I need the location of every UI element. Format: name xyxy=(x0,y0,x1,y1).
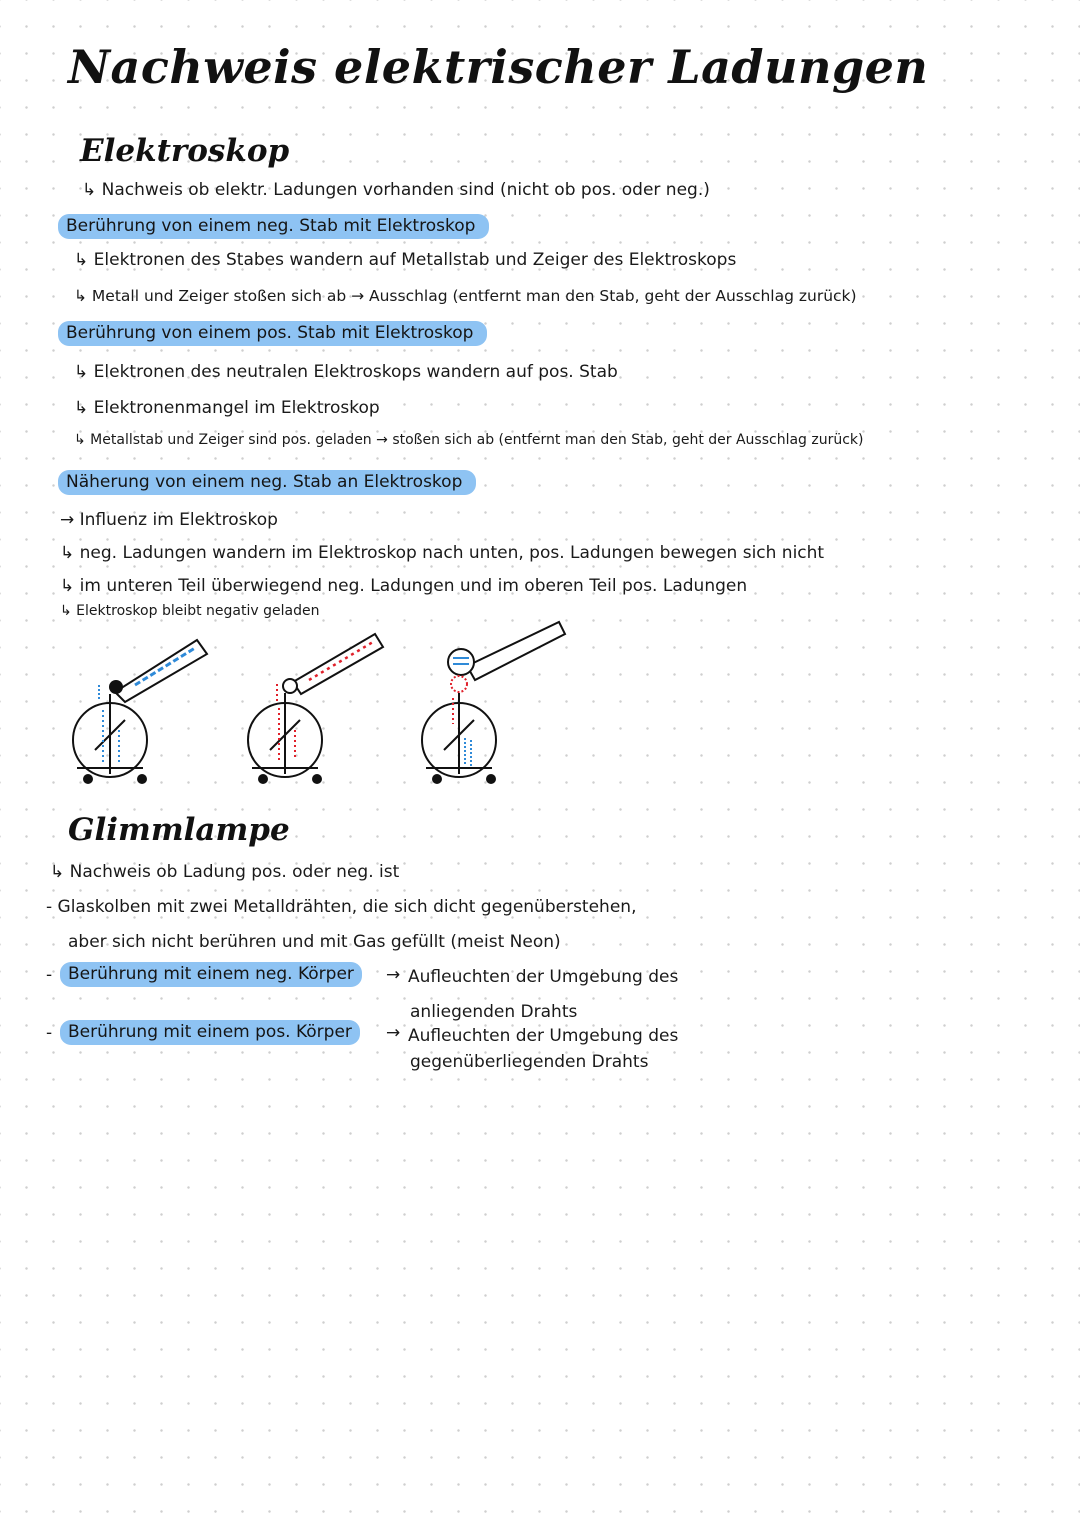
highlight-case-pos-contact: Berührung von einem pos. Stab mit Elektroskop xyxy=(58,321,487,346)
pos-body-result-1: Aufleuchten der Umgebung des xyxy=(408,1026,679,1046)
highlight-case-neg-contact: Berührung von einem neg. Stab mit Elektroskop xyxy=(58,214,489,239)
glimmlampe-point-1: ↳ Nachweis ob Ladung pos. oder neg. ist xyxy=(50,862,400,882)
dash-marker-2: - xyxy=(46,1023,53,1043)
glimmlampe-point-3: aber sich nicht berühren und mit Gas gefüllt (meist Neon) xyxy=(68,932,561,952)
glimmlampe-point-2: - Glaskolben mit zwei Metalldrähten, die sich dicht gegenüberstehen, xyxy=(46,897,637,917)
neg-body-result-2: anliegenden Drahts xyxy=(410,1002,578,1022)
page-title: Nachweis elektrischer Ladungen xyxy=(68,40,929,94)
case3-point-4: ↳ Elektroskop bleibt negativ geladen xyxy=(60,603,320,619)
electroscope-negative-contact xyxy=(73,640,207,784)
electroscope-positive-contact xyxy=(248,634,383,784)
case1-point-1: ↳ Elektronen des Stabes wandern auf Metallstab und Zeiger des Elektroskops xyxy=(74,250,737,270)
case1-point-2: ↳ Metall und Zeiger stoßen sich ab → Ausschlag (entfernt man den Stab, geht der Ausschlag zurück) xyxy=(74,287,857,305)
dash-marker-1: - xyxy=(46,965,53,985)
case3-point-2: ↳ neg. Ladungen wandern im Elektroskop nach unten, pos. Ladungen bewegen sich nicht xyxy=(60,543,825,563)
neg-body-result-1: Aufleuchten der Umgebung des xyxy=(408,967,679,987)
case2-point-1: ↳ Elektronen des neutralen Elektroskops wandern auf pos. Stab xyxy=(74,362,618,382)
case2-point-2: ↳ Elektronenmangel im Elektroskop xyxy=(74,398,380,418)
arrow-1: → xyxy=(386,965,401,985)
case3-point-3: ↳ im unteren Teil überwiegend neg. Ladungen und im oberen Teil pos. Ladungen xyxy=(60,576,748,596)
electroscope-diagrams xyxy=(55,620,615,800)
highlight-neg-body: Berührung mit einem neg. Körper xyxy=(60,962,362,987)
pos-body-result-2: gegenüberliegenden Drahts xyxy=(410,1052,649,1072)
heading-elektroskop: Elektroskop xyxy=(80,133,290,169)
heading-glimmlampe: Glimmlampe xyxy=(68,812,290,848)
highlight-pos-body: Berührung mit einem pos. Körper xyxy=(60,1020,360,1045)
case2-point-3: ↳ Metallstab und Zeiger sind pos. geladen → stoßen sich ab (entfernt man den Stab, geht der Ausschlag zurück) xyxy=(74,432,864,448)
highlight-case-neg-approach: Näherung von einem neg. Stab an Elektroskop xyxy=(58,470,476,495)
electroscope-influence xyxy=(422,622,565,784)
elektroskop-intro: ↳ Nachweis ob elektr. Ladungen vorhanden sind (nicht ob pos. oder neg.) xyxy=(82,180,710,200)
arrow-2: → xyxy=(386,1023,401,1043)
case3-point-1: → Influenz im Elektroskop xyxy=(60,510,278,530)
